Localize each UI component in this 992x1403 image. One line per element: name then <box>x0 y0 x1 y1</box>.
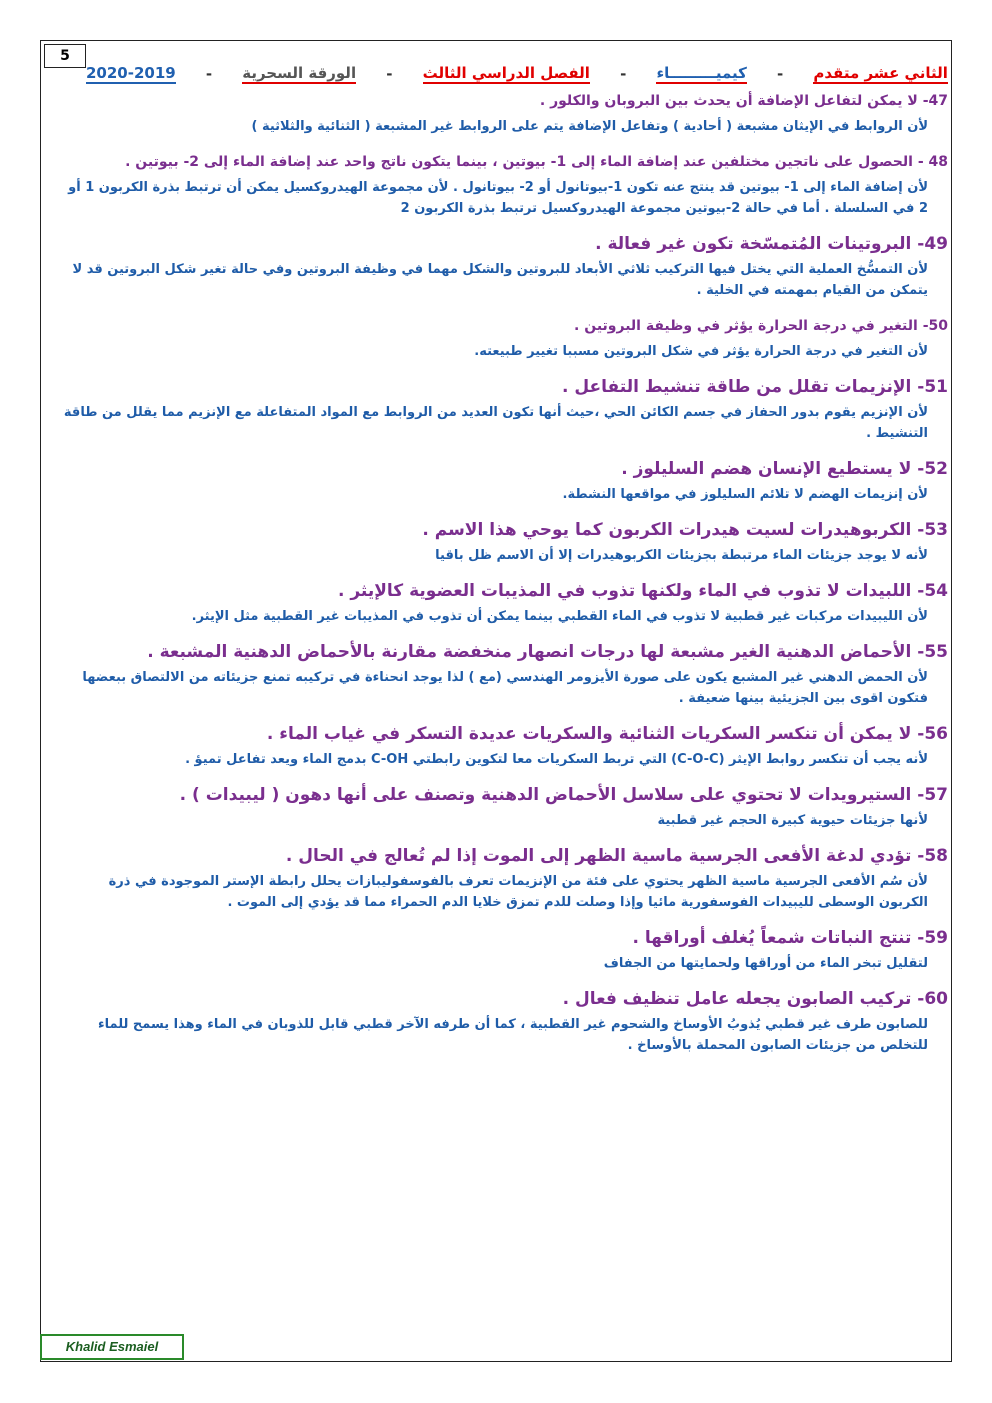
answer-text: للصابون طرف غير قطبي يُذوبُ الأوساخ والشحوم غير القطبية ، كما أن طرفه الآخر قطبي قابل للذوبان في الماء وهذا يسمح للماء للتخلص من جزيئات الصابون المحملة بالأوساخ . <box>97 1017 928 1053</box>
question-item <box>60 721 948 770</box>
answer-text: لأن الليبيدات مركبات غير قطبية لا تذوب في الماء القطبي بينما يمكن أن تذوب في المذيبات غير القطبية مثل الإيثر. <box>191 609 928 624</box>
question-text: 59- تنتج النباتات شمعاً يُغلف أوراقها . <box>632 928 948 948</box>
answer-text: لأنه لا يوجد جزيئات الماء مرتبطة بجزيئات الكربوهيدرات إلا أن الاسم ظل باقيا <box>435 548 928 563</box>
header-sep-4: - <box>205 65 213 83</box>
author-footer: Khalid Esmaiel <box>40 1334 184 1360</box>
header-term: الفصل الدراسي الثالث <box>422 64 590 82</box>
question-item <box>60 986 948 1056</box>
header-title: الورقة السحرية <box>242 64 357 82</box>
question-text: 56- لا يمكن أن تنكسر السكريات الثنائية والسكريات عديدة التسكر في غياب الماء . <box>266 724 948 744</box>
answer-text: لأنه يجب أن تنكسر روابط الإيثر (C-O-C) التي تربط السكريات معا لتكوين رابطتي C-OH بدمج الماء ويعد تفاعل تميؤ . <box>185 752 928 767</box>
question-text: 51- الإنزيمات تقلل من طاقة تنشيط التفاعل . <box>561 377 948 397</box>
answer-text: لأن التمسُّخ العملية التي يختل فيها التركيب ثلاثي الأبعاد للبروتين والشكل مهما في وظيفة البروتين وفي حالة تغير شكل البروتين قد لا يتمكن من القيام بمهمته في الخلية . <box>72 262 928 298</box>
question-item <box>60 517 948 566</box>
header-sep-2: - <box>620 65 627 83</box>
questions-list <box>60 88 948 1068</box>
header-year: 2020-2019 <box>86 64 176 82</box>
page-header <box>86 62 948 86</box>
question-item <box>60 578 948 627</box>
question-text: 54- اللبيدات لا تذوب في الماء ولكنها تذوب في المذيبات العضوية كالإيثر . <box>337 581 948 601</box>
question-text: 55- الأحماض الدهنية الغير مشبعة لها درجات انصهار منخفضة مقارنة بالأحماض الدهنية المشبعة . <box>147 642 948 662</box>
answer-text: لأن الحمض الدهني غير المشبع يكون على صورة الأيزومر الهندسي (مع ) لذا يوجد انحناءة في تركيبه تمنع جزيئاته من الالتصاق ببعضها فتكون اقوى بين الجزيئية بينها ضعيفة . <box>82 670 928 706</box>
question-text: 58- تؤدي لدغة الأفعى الجرسية ماسية الظهر إلى الموت إذا لم تُعالج في الحال . <box>285 846 948 866</box>
question-item <box>60 149 948 219</box>
header-subject: كيميـــــــــاء <box>656 64 747 82</box>
header-grade: الثاني عشر متقدم <box>813 64 948 82</box>
question-text: 53- الكربوهيدرات لسيت هيدرات الكربون كما يوحي هذا الاسم . <box>422 520 948 540</box>
question-text: 50- التغير في درجة الحرارة يؤثر في وظيفة البروتين . <box>574 318 948 334</box>
question-item <box>60 313 948 362</box>
answer-text: لتقليل تبخر الماء من أوراقها ولحمايتها من الجفاف <box>603 956 928 971</box>
answer-text: لأن سُم الأفعى الجرسية ماسية الظهر يحتوي على فئة من الإنزيمات تعرف بالفوسفوليبازات يحلل رابطة الإستر الموجودة في ذرة الكربون الوسطى لليبيدات الفوسفورية مائيا وإذا وصلت للدم تمزق خلايا الدم الحمراء مما قد يؤدي إلى الموت . <box>108 874 928 910</box>
question-item <box>60 231 948 301</box>
question-text: 48 - الحصول على ناتجين مختلفين عند إضافة الماء إلى 1- بيوتين ، بينما يتكون ناتج واحد عند إضافة الماء إلى 2- بيوتين . <box>125 154 948 170</box>
answer-text: لأن إنزيمات الهضم لا تلائم السليلوز في مواقعها النشطة. <box>562 487 928 502</box>
answer-text: لأن الإنزيم يقوم بدور الحفاز في جسم الكائن الحي ،حيث أنها تكون العديد من الروابط مع المواد المتفاعلة مع الإنزيم مما يقلل من طاقة التنشيط . <box>63 405 928 441</box>
question-item <box>60 782 948 831</box>
answer-text: لأن التغير في درجة الحرارة يؤثر في شكل البروتين مسببا تغيير طبيعته. <box>474 344 928 359</box>
answer-text: لأن الروابط في الإيثان مشبعة ( أحادية ) وتفاعل الإضافة يتم على الروابط غير المشبعة ( الثنائية والثلاثية ) <box>251 119 928 134</box>
answer-text: لأنها جزيئات حيوية كبيرة الحجم غير قطبية <box>657 813 928 828</box>
question-text: 57- الستيرويدات لا تحتوي على سلاسل الأحماض الدهنية وتصنف على أنها دهون ( ليبيدات ) . <box>179 785 948 805</box>
question-text: 49- البروتينات المُتمسّخة تكون غير فعالة . <box>595 234 948 254</box>
answer-text: لأن إضافة الماء إلى 1- بيوتين قد ينتج عنه تكون 1-بيوتانول أو 2- بيوتانول . لأن مجموعة الهيدروكسيل يمكن أن ترتبط بذرة الكربون 1 أو 2 في السلسلة . أما في حالة 2-بيوتين مجموعة الهيدروكسيل ترتبط بذرة الكربون 2 <box>68 180 928 216</box>
question-item <box>60 374 948 444</box>
question-text: 60- تركيب الصابون يجعله عامل تنظيف فعال . <box>562 989 948 1009</box>
question-item <box>60 925 948 974</box>
question-item <box>60 639 948 709</box>
question-item <box>60 456 948 505</box>
question-item <box>60 843 948 913</box>
question-text: 47- لا يمكن لتفاعل الإضافة أن يحدث بين البروبان والكلور . <box>539 93 948 109</box>
question-item <box>60 88 948 137</box>
question-text: 52- لا يستطيع الإنسان هضم السليلوز . <box>621 459 948 479</box>
header-sep-1: - <box>777 65 784 83</box>
header-sep-3: - <box>386 65 393 83</box>
page-number: 5 <box>44 44 86 68</box>
